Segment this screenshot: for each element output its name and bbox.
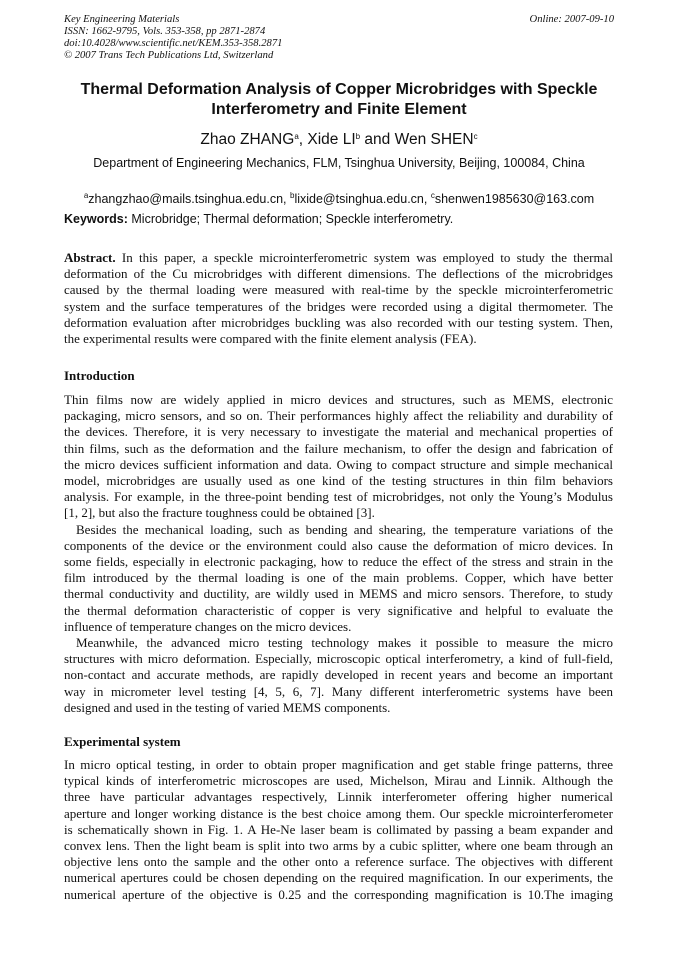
text-line: way in micrometer level testing [4, 5, 6, 7]. Many different interferometric systems have been [64, 683, 613, 699]
text-line: non-contact and accurate methods, are rapidly developed in recent years and become an important [64, 667, 613, 683]
separator: and [360, 131, 395, 148]
text-line: some fields, especially in electronic packaging, how to reduce the effect of the stress and strain in the [64, 554, 613, 570]
experimental-body [64, 757, 613, 903]
text-line: thermal conductivity and ductility, are wildly used in MEMS and micro sensors. Therefore, to study [64, 586, 613, 602]
keywords [64, 212, 453, 226]
text-line: designed and used in the testing of varied MEMS components. [64, 699, 391, 715]
separator: , [283, 192, 290, 206]
text-line: numerical aperture of the objective is 0.25 and the corresponding magnification is 10.The imaging [64, 886, 613, 902]
section-heading-introduction: Introduction [64, 368, 135, 383]
title-line: Thermal Deformation Analysis of Copper Microbridges with Speckle [80, 81, 598, 98]
text-line: model, microbridges are usually used as one kind of the testing structures in thin film behaviors [64, 473, 613, 489]
copyright: © 2007 Trans Tech Publications Ltd, Switzerland [64, 50, 274, 61]
separator: , [423, 192, 431, 206]
online-date: Online: 2007-09-10 [529, 14, 614, 25]
journal-header [64, 14, 614, 62]
text-line: film introduced by the thermal loading is one of the main problems. Copper, which have better [64, 570, 613, 586]
author-name: Xide LI [307, 131, 356, 148]
text-line: Meanwhile, the advanced micro testing technology makes it possible to measure the micro [76, 635, 613, 651]
email-sup: b [289, 191, 295, 200]
text-line [64, 250, 613, 266]
author-sup: b [355, 132, 361, 141]
email[interactable]: lixide@tsinghua.edu.cn [294, 192, 424, 206]
text-line: the thermal deformation characteristic of copper is very significative and helpful to evaluate the [64, 602, 613, 618]
author-sup: c [473, 132, 478, 141]
text-line: analysis. For example, in the three-point bending test of microbridges, not only the Young’s Modulus [64, 489, 613, 505]
text-line: system and the surface temperatures of the bridges were recorded using a digital thermometer. The [64, 298, 613, 314]
text-line: Besides the mechanical loading, such as bending and shearing, the temperature variations of the [76, 521, 613, 537]
separator: , [298, 131, 308, 148]
authors [64, 131, 614, 149]
text-line: [1, 2], but also the fracture toughness could be obtained [3]. [64, 505, 375, 521]
text-line: the devices. Therefore, it is very necessary to investigate the material and mechanical properties of [64, 424, 613, 440]
text-line: Thin films now are widely applied in micro devices and structures, such as MEMS, electronic [64, 392, 613, 407]
text-line: thin films, such as the deformation and the failure mechanism, to offer the design and fabrication of [64, 440, 613, 456]
text-line: aperture and longer working distance is the best choice among them. Our speckle microinterferometer [64, 805, 613, 821]
text-line: influence of temperature changes on the micro devices. [64, 618, 352, 634]
text-line: In micro optical testing, in order to obtain proper magnification and get stable fringe patterns, three [64, 757, 613, 772]
text-line: three have particular advantages respectively, Linnik interferometer offering higher numerical [64, 789, 613, 805]
author-name: Zhao ZHANG [200, 131, 295, 148]
text-line: typical kinds of interferometric microscopes are used, Michelson, Mirau and Linnik. Although the [64, 773, 613, 789]
author-name: Wen SHEN [394, 131, 474, 148]
text-line: convex lens. Then the light beam is split into two arms by a cubic splitter, where one beam through an [64, 838, 613, 854]
abstract [64, 250, 613, 347]
paper-title [64, 80, 614, 119]
section-heading-experimental: Experimental system [64, 734, 181, 749]
text-line: the experimental results were compared with the finite element analysis (FEA). [64, 331, 477, 347]
email-sup: c [430, 191, 435, 200]
abstract-label: Abstract. [64, 250, 116, 265]
doi: doi:10.4028/www.scientific.net/KEM.353-358.2871 [64, 38, 283, 49]
text-line: numerical apertures could be chosen depending on the required magnification. In our experiments, the [64, 870, 613, 886]
text: In this paper, a speckle microinterferometric system was employed to study the thermal [115, 250, 613, 265]
text-line: is schematically shown in Fig. 1. A He-Ne laser beam is collimated by passing a beam expander and [64, 821, 613, 837]
text-line: packaging, micro sensors, and so on. Their performances highly affect the reliability and durability of [64, 408, 613, 424]
text-line: structures with micro deformation. Especially, microscopic optical interferometry, a kind of full-field, [64, 651, 613, 667]
email[interactable]: zhangzhao@mails.tsinghua.edu.cn [88, 192, 284, 206]
text-line: caused by the thermal loading were measured with real-time by the speckle microinterferometric [64, 282, 613, 298]
email-sup: a [83, 191, 89, 200]
email[interactable]: shenwen1985630@163.com [434, 192, 595, 206]
text-line: deformation of the Cu microbridges with different dimensions. The deflections of the microbridges [64, 266, 613, 282]
intro-body [64, 392, 613, 716]
keywords-label: Keywords: [64, 212, 128, 226]
text-line: deformation evaluation after microbridges buckling was also recorded with our testing system. Then, [64, 314, 613, 330]
issn: ISSN: 1662-9795, Vols. 353-358, pp 2871-2874 [64, 26, 266, 37]
text-line: objective lens onto the sample and the other onto a reference surface. The objectives with different [64, 854, 613, 870]
title-line: Interferometry and Finite Element [211, 100, 467, 118]
keywords-text: Microbridge; Thermal deformation; Speckle interferometry. [127, 212, 454, 226]
affiliation: Department of Engineering Mechanics, FLM, Tsinghua University, Beijing, 100084, China [93, 156, 585, 170]
text-line: the micro devices sufficient information and data. Owing to compact structure and simple mechanical [64, 456, 613, 472]
text-line: components of the device or the environment could also cause the deformation of micro devices. In [64, 537, 613, 553]
author-sup: a [294, 132, 299, 141]
emails [64, 178, 614, 206]
journal-name: Key Engineering Materials [64, 14, 180, 25]
